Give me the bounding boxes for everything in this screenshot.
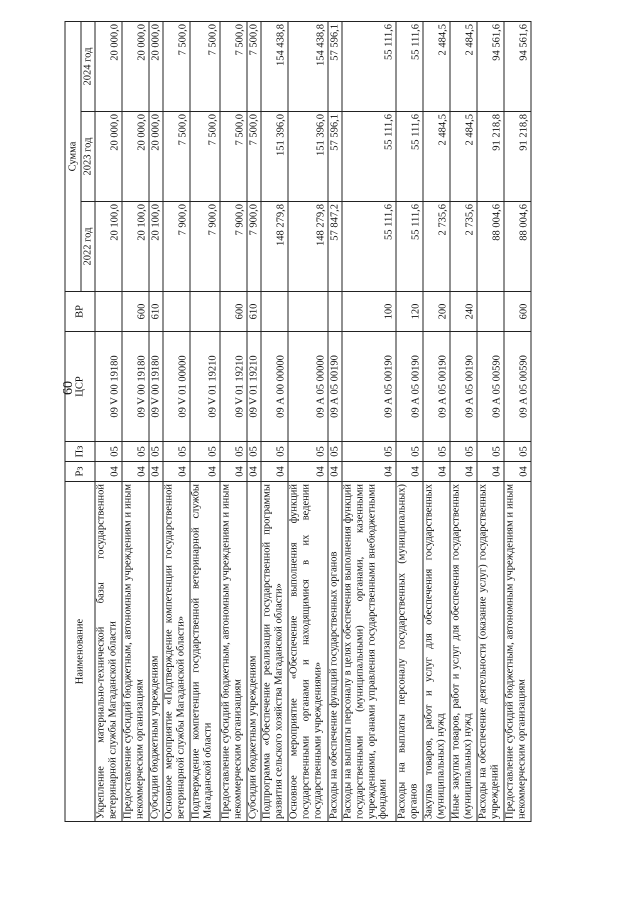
row-pz: 05 [163, 442, 190, 462]
row-rz: 04 [288, 462, 328, 482]
row-rz: 04 [261, 462, 288, 482]
row-pz: 05 [396, 442, 423, 462]
row-pz: 05 [342, 442, 396, 462]
row-name: Расходы на обеспечение функций государственных органов [328, 482, 342, 822]
row-sum-2024: 7 500,0 [247, 22, 261, 112]
row-sum-2024: 55 111,6 [396, 22, 423, 112]
table-row [288, 22, 328, 822]
header-pz: Пз [65, 442, 95, 462]
row-vr: 600 [504, 292, 531, 332]
row-csr: 09 V 01 19210 [220, 332, 247, 442]
row-sum-2023: 7 500,0 [190, 112, 220, 202]
row-rz: 04 [328, 462, 342, 482]
row-pz: 05 [190, 442, 220, 462]
table-row [220, 22, 247, 822]
row-pz: 05 [423, 442, 450, 462]
row-pz: 05 [247, 442, 261, 462]
row-rz: 04 [396, 462, 423, 482]
row-sum-2022: 57 847,2 [328, 202, 342, 292]
row-sum-2022: 7 900,0 [190, 202, 220, 292]
row-csr: 09 V 01 19210 [247, 332, 261, 442]
row-vr: 240 [450, 292, 477, 332]
row-sum-2022: 20 100,0 [149, 202, 163, 292]
row-rz: 04 [423, 462, 450, 482]
table-row [423, 22, 450, 822]
row-csr: 09 А 05 00590 [477, 332, 504, 442]
row-vr [261, 292, 288, 332]
row-name: Подтверждение компетенции государственной ветеринарной службы Магаданской области [190, 482, 220, 822]
table-row [477, 22, 504, 822]
row-vr: 600 [220, 292, 247, 332]
row-sum-2023: 2 484,5 [450, 112, 477, 202]
row-sum-2022: 55 111,6 [342, 202, 396, 292]
row-csr: 09 А 05 00590 [504, 332, 531, 442]
row-vr: 600 [122, 292, 149, 332]
row-rz: 04 [342, 462, 396, 482]
table-row [328, 22, 342, 822]
row-name: Иные закупки товаров, работ и услуг для обеспечения государственных (муниципальных) нужд [450, 482, 477, 822]
row-sum-2024: 20 000,0 [95, 22, 122, 112]
row-csr: 09 А 05 00000 [288, 332, 328, 442]
row-vr [190, 292, 220, 332]
row-pz: 05 [477, 442, 504, 462]
row-rz: 04 [220, 462, 247, 482]
budget-table [65, 21, 532, 822]
header-year-2023: 2023 год [81, 112, 95, 202]
row-sum-2022: 20 100,0 [122, 202, 149, 292]
row-pz: 05 [504, 442, 531, 462]
row-pz: 05 [220, 442, 247, 462]
row-csr: 09 V 01 00000 [163, 332, 190, 442]
row-name: Основное мероприятие «Обеспечение выполнения функций государственными органами и находящимися в их ведении государственными учреждениями» [288, 482, 328, 822]
row-name: Предоставление субсидий бюджетным, автономным учреждениям и иным некоммерческим организациям [220, 482, 247, 822]
row-name: Расходы на выплаты персоналу государственных (муниципальных) органов [396, 482, 423, 822]
row-sum-2022: 88 004,6 [504, 202, 531, 292]
header-rz: Рз [65, 462, 95, 482]
row-sum-2023: 55 111,6 [342, 112, 396, 202]
row-sum-2022: 148 279,8 [288, 202, 328, 292]
row-rz: 04 [149, 462, 163, 482]
table-row [342, 22, 396, 822]
row-vr: 200 [423, 292, 450, 332]
row-sum-2023: 91 218,8 [477, 112, 504, 202]
row-rz: 04 [477, 462, 504, 482]
row-name: Расходы на выплаты персоналу в целях обеспечения выполнения функций государственными (муниципальными) органами, казенными учреждениями, органами управления государственными внебюджетными фондами [342, 482, 396, 822]
row-rz: 04 [95, 462, 122, 482]
row-name: Субсидии бюджетным учреждениям [149, 482, 163, 822]
row-sum-2024: 57 596,1 [328, 22, 342, 112]
row-sum-2024: 55 111,6 [342, 22, 396, 112]
row-rz: 04 [122, 462, 149, 482]
row-pz: 05 [149, 442, 163, 462]
table-row [450, 22, 477, 822]
row-vr: 610 [149, 292, 163, 332]
row-vr: 610 [247, 292, 261, 332]
row-sum-2023: 20 000,0 [122, 112, 149, 202]
row-name: Основное мероприятие «Подтверждение компетенции государственной ветеринарной службы Магаданской области» [163, 482, 190, 822]
row-rz: 04 [247, 462, 261, 482]
row-name: Укрепление материально-технической базы государственной ветеринарной службы Магаданской области [95, 482, 122, 822]
row-sum-2024: 20 000,0 [122, 22, 149, 112]
row-pz: 05 [328, 442, 342, 462]
row-sum-2023: 151 396,0 [288, 112, 328, 202]
row-rz: 04 [504, 462, 531, 482]
row-sum-2022: 148 279,8 [261, 202, 288, 292]
row-sum-2022: 20 100,0 [95, 202, 122, 292]
row-vr [163, 292, 190, 332]
row-sum-2023: 7 500,0 [247, 112, 261, 202]
row-vr [477, 292, 504, 332]
row-sum-2024: 2 484,5 [450, 22, 477, 112]
row-pz: 05 [122, 442, 149, 462]
page-number: 60 [61, 381, 76, 395]
row-sum-2023: 151 396,0 [261, 112, 288, 202]
row-csr: 09 А 05 00190 [396, 332, 423, 442]
row-pz: 05 [261, 442, 288, 462]
row-vr [288, 292, 328, 332]
row-name: Закупка товаров, работ и услуг для обеспечения государственных (муниципальных) нужд [423, 482, 450, 822]
row-csr: 09 V 00 19180 [122, 332, 149, 442]
table-row [261, 22, 288, 822]
row-name: Предоставление субсидий бюджетным, автономным учреждениям и иным некоммерческим организациям [122, 482, 149, 822]
row-sum-2024: 7 500,0 [220, 22, 247, 112]
row-name: Субсидии бюджетным учреждениям [247, 482, 261, 822]
row-name: Подпрограмма «Обеспечение реализации государственной программы развития сельского хозяйства Магаданской области» [261, 482, 288, 822]
row-pz: 05 [95, 442, 122, 462]
row-csr: 09 А 05 00190 [342, 332, 396, 442]
row-sum-2024: 154 438,8 [288, 22, 328, 112]
row-sum-2024: 20 000,0 [149, 22, 163, 112]
row-sum-2024: 7 500,0 [163, 22, 190, 112]
row-sum-2022: 2 735,6 [423, 202, 450, 292]
table-row [396, 22, 423, 822]
row-sum-2024: 154 438,8 [261, 22, 288, 112]
row-csr: 09 А 05 00190 [450, 332, 477, 442]
row-pz: 05 [288, 442, 328, 462]
row-sum-2023: 20 000,0 [149, 112, 163, 202]
table-row [247, 22, 261, 822]
header-year-2024: 2024 год [81, 22, 95, 112]
row-csr: 09 А 05 00190 [423, 332, 450, 442]
row-rz: 04 [190, 462, 220, 482]
row-sum-2022: 7 900,0 [247, 202, 261, 292]
row-sum-2022: 7 900,0 [163, 202, 190, 292]
row-sum-2024: 2 484,5 [423, 22, 450, 112]
table-row [504, 22, 531, 822]
row-csr: 09 V 00 19180 [95, 332, 122, 442]
row-sum-2023: 7 500,0 [163, 112, 190, 202]
row-pz: 05 [450, 442, 477, 462]
row-sum-2024: 94 561,6 [504, 22, 531, 112]
row-sum-2023: 91 218,8 [504, 112, 531, 202]
table-row [122, 22, 149, 822]
row-sum-2023: 2 484,5 [423, 112, 450, 202]
header-name: Наименование [65, 482, 95, 822]
row-sum-2022: 88 004,6 [477, 202, 504, 292]
row-sum-2024: 94 561,6 [477, 22, 504, 112]
row-vr: 120 [396, 292, 423, 332]
table-row [95, 22, 122, 822]
header-csr: ЦСР [65, 332, 95, 442]
header-sum: Сумма [65, 22, 81, 292]
header-vr: ВР [65, 292, 95, 332]
row-sum-2022: 2 735,6 [450, 202, 477, 292]
table-row [149, 22, 163, 822]
row-vr: 100 [342, 292, 396, 332]
row-csr: 09 V 01 19210 [190, 332, 220, 442]
table-row [163, 22, 190, 822]
row-csr: 09 А 00 00000 [261, 332, 288, 442]
table-row [190, 22, 220, 822]
row-rz: 04 [163, 462, 190, 482]
row-sum-2023: 55 111,6 [396, 112, 423, 202]
row-name: Предоставление субсидий бюджетным, автономным учреждениям и иным некоммерческим организациям [504, 482, 531, 822]
header-year-2022: 2022 год [81, 202, 95, 292]
row-vr [328, 292, 342, 332]
row-sum-2023: 57 596,1 [328, 112, 342, 202]
row-sum-2022: 55 111,6 [396, 202, 423, 292]
row-sum-2024: 7 500,0 [190, 22, 220, 112]
row-sum-2023: 7 500,0 [220, 112, 247, 202]
row-vr [95, 292, 122, 332]
row-sum-2022: 7 900,0 [220, 202, 247, 292]
row-csr: 09 А 05 00190 [328, 332, 342, 442]
row-name: Расходы на обеспечение деятельности (оказание услуг) государственных учреждений [477, 482, 504, 822]
rotated-page-content [65, 22, 572, 822]
row-sum-2023: 20 000,0 [95, 112, 122, 202]
row-rz: 04 [450, 462, 477, 482]
row-csr: 09 V 00 19180 [149, 332, 163, 442]
